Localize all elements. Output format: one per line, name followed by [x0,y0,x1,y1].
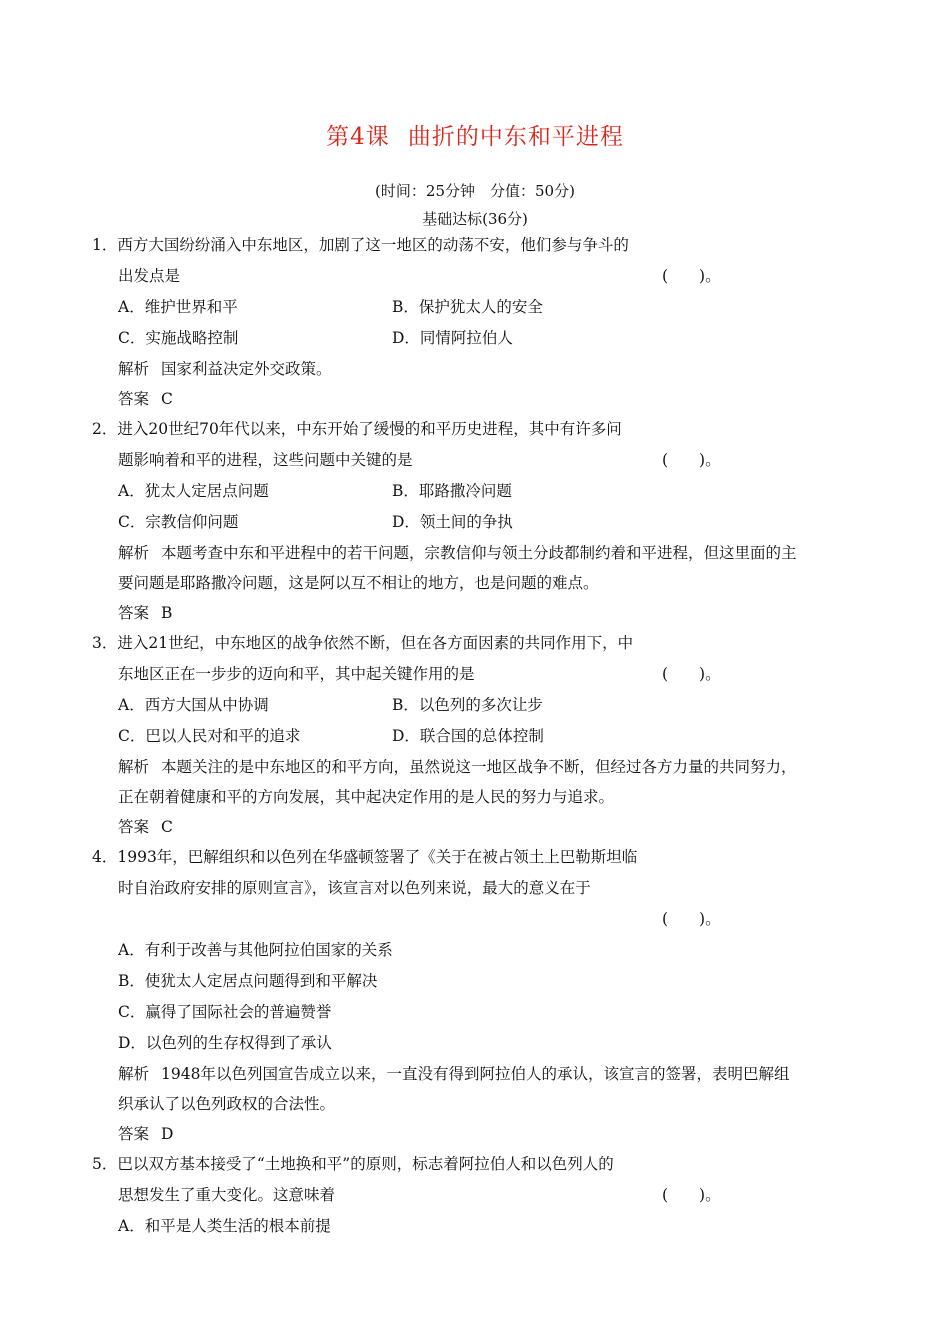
option-a: A．和平是人类生活的根本前提 [118,1217,331,1235]
answer-value: C [161,390,173,408]
answer-value: D [161,1125,174,1143]
answer-blank: ( )。 [662,910,721,928]
option-b: B．以色列的多次让步 [392,696,543,714]
answer [0,601,950,631]
question-stem: 5．巴以双方基本接受了“土地换和平”的原则，标志着阿拉伯人和以色列人的 [92,1155,614,1173]
explanation-cont: 正在朝着健康和平的方向发展，其中起决定作用的是人民的努力与追求。 [118,788,615,806]
option-b: B．保护犹太人的安全 [392,298,543,316]
options-row [0,295,950,326]
question-1 [0,233,950,417]
option-c: C．宗教信仰问题 [118,513,239,531]
answer-label: 答案 [118,604,150,622]
stem-text: 出发点是 [118,267,181,285]
option-b: B．耶路撒冷问题 [392,482,512,500]
option-c: C．实施战略控制 [118,329,239,347]
explanation-label: 解析 [118,360,150,378]
question-stem: 3．进入21世纪，中东地区的战争依然不断，但在各方面因素的共同作用下，中 [92,634,634,652]
option-d: D．同情阿拉伯人 [392,329,513,347]
option-d: D．以色列的生存权得到了承认 [118,1034,332,1052]
explanation [0,1062,950,1092]
explanation-text: 国家利益决定外交政策。 [161,360,332,378]
question-stem: 2．进入20世纪70年代以来，中东开始了缓慢的和平历史进程，其中有许多问 [92,420,622,438]
stem-text: 东地区正在一步步的迈向和平，其中起关键作用的是 [118,665,475,683]
explanation-label: 解析 [118,1065,150,1083]
answer-blank: ( )。 [662,267,721,285]
options-row [0,693,950,724]
answer-blank-row [0,907,950,938]
question-stem-cont [0,264,950,295]
answer [0,815,950,845]
option-a: A．西方大国从中协调 [118,696,269,714]
stem-text: 题影响着和平的进程，这些问题中关键的是 [118,451,413,469]
answer-value: B [161,604,173,622]
answer-blank: ( )。 [662,1186,721,1204]
lesson-name: 曲折的中东和平进程 [407,124,624,150]
answer-label: 答案 [118,818,150,836]
question-stem: 1．西方大国纷纷涌入中东地区，加剧了这一地区的动荡不安，他们参与争斗的 [92,236,629,254]
explanation-text: 本题考查中东和平进程中的若干问题，宗教信仰与领土分歧都制约着和平进程，但这里面的主 [161,544,797,562]
question-stem-cont [0,1183,950,1214]
answer-blank: ( )。 [662,665,721,683]
answer [0,387,950,417]
explanation-cont: 要问题是耶路撒冷问题，这是阿以互不相让的地方，也是问题的难点。 [118,574,599,592]
question-3 [0,631,950,845]
option-a: A．有利于改善与其他阿拉伯国家的关系 [118,941,393,959]
option-d: D．联合国的总体控制 [392,727,544,745]
question-stem-cont: 时自治政府安排的原则宣言》，该宣言对以色列来说，最大的意义在于 [118,879,591,897]
answer-value: C [161,818,173,836]
answer-label: 答案 [118,1125,150,1143]
question-list [0,233,950,1245]
question-stem-cont [0,662,950,693]
option-a: A．犹太人定居点问题 [118,482,269,500]
stem-text: 思想发生了重大变化。这意味着 [118,1186,336,1204]
options-row [0,510,950,541]
section-heading: 基础达标(36分) [422,210,528,228]
explanation [0,357,950,387]
lesson-title [0,118,950,151]
lesson-number: 第4课 [326,124,390,150]
answer-blank: ( )。 [662,451,721,469]
explanation-label: 解析 [118,544,150,562]
explanation-label: 解析 [118,758,150,776]
question-5 [0,1152,950,1245]
question-stem: 4．1993年，巴解组织和以色列在华盛顿签署了《关于在被占领土上巴勒斯坦临 [92,848,638,866]
options-row [0,479,950,510]
option-c: C．巴以人民对和平的追求 [118,727,301,745]
explanation-text: 本题关注的是中东地区的和平方向，虽然说这一地区战争不断，但经过各方力量的共同努力， [161,758,797,776]
explanation-cont: 织承认了以色列政权的合法性。 [118,1095,336,1113]
question-2 [0,417,950,631]
explanation [0,755,950,785]
question-stem-cont [0,448,950,479]
answer [0,1122,950,1152]
explanation [0,541,950,571]
answer-label: 答案 [118,390,150,408]
options-row [0,724,950,755]
time-score-info: (时间：25分钟 分值：50分) [375,182,575,200]
options-row [0,326,950,357]
option-d: D．领土间的争执 [392,513,513,531]
explanation-text: 1948年以色列国宣告成立以来，一直没有得到阿拉伯人的承认，该宣言的签署，表明巴解组 [161,1065,790,1083]
option-b: B．使犹太人定居点问题得到和平解决 [118,972,378,990]
option-a: A．维护世界和平 [118,298,238,316]
question-4 [0,845,950,1152]
option-c: C．赢得了国际社会的普遍赞誉 [118,1003,332,1021]
